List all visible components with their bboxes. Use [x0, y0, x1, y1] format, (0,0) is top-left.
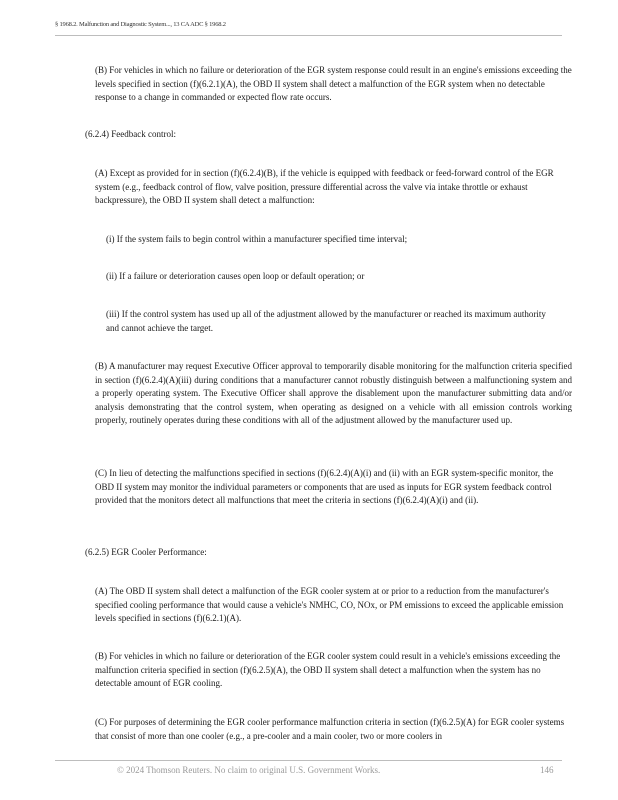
item-6-2-4-a-i: (i) If the system fails to begin control within a manufacturer specified time interval; [106, 234, 408, 244]
heading-6-2-5: (6.2.5) EGR Cooler Performance: [85, 547, 207, 557]
running-header: § 1968.2. Malfunction and Diagnostic System..., 13 CA ADC § 1968.2 [55, 21, 226, 28]
item-6-2-4-a-iii: (iii) If the control system has used up all of the adjustment allowed by the manufacturer or reached its maximum authority and cannot achieve the target. [106, 309, 546, 333]
page-number: 146 [540, 765, 554, 775]
header-rule [55, 35, 562, 36]
paragraph-6-2-5-c: (C) For purposes of determining the EGR cooler performance malfunction criteria in section (f)(6.2.5)(A) for EGR cooler systems that consist of more than one cooler (e.g., a pre-cooler and a main cooler, two or more coolers in [95, 717, 565, 741]
footer-rule [55, 760, 562, 761]
item-6-2-4-a-ii: (ii) If a failure or deterioration causes open loop or default operation; or [106, 271, 365, 281]
heading-6-2-4: (6.2.4) Feedback control: [85, 129, 176, 139]
paragraph-6-2-5-a: (A) The OBD II system shall detect a malfunction of the EGR cooler system at or prior to a reduction from the manufacturer's specified cooling performance that would cause a vehicle's NMHC, CO, NOx, or PM emissions to exceed the applicable emission levels specified in sections (f)(6.2.1)(A). [95, 586, 564, 623]
paragraph-6-2-4-c: (C) In lieu of detecting the malfunctions specified in sections (f)(6.2.4)(A)(i) and (ii) with an EGR system-specific monitor, the OBD II system may monitor the individual parameters or components that are used as inputs for EGR system feedback control provided that the monitors detect all malfunctions that meet the criteria in sections (f)(6.2.4)(A)(i) and (ii). [95, 468, 554, 505]
paragraph-6-2-4-b: (B) A manufacturer may request Executive Officer approval to temporarily disable monitoring for the malfunction criteria specified in section (f)(6.2.4)(A)(iii) during conditions that a manufacturer cannot robustly distinguish between a malfunctioning system and a properly operating system. The Executive Officer shall approve the disablement upon the manufacturer submitting data and/or analysis demonstrating that the control system, when operating as designed on a vehicle with all emission controls working properly, routinely operates during these conditions with all of the adjustment allowed by the manufacturer used up. [95, 361, 572, 425]
footer-copyright: © 2024 Thomson Reuters. No claim to original U.S. Government Works. [117, 765, 381, 775]
paragraph-6-2-4-a: (A) Except as provided for in section (f)(6.2.4)(B), if the vehicle is equipped with feedback or feed-forward control of the EGR system (e.g., feedback control of flow, valve position, pressure differential across the valve via intake throttle or exhaust backpressure), the OBD II system shall detect a malfunction: [95, 168, 554, 205]
paragraph-6-2-5-b: (B) For vehicles in which no failure or deterioration of the EGR cooler system could result in a vehicle's emissions exceeding the malfunction criteria specified in section (f)(6.2.5)(A), the OBD II system shall detect a malfunction when the system has no detectable amount of EGR cooling. [95, 651, 561, 688]
paragraph-6-2-3-b: (B) For vehicles in which no failure or deterioration of the EGR system response could result in an engine's emissions exceeding the levels specified in section (f)(6.2.1)(A), the OBD II system shall detect a malfunction of the EGR system when no detectable response to a change in commanded or expected flow rate occurs. [95, 65, 572, 102]
